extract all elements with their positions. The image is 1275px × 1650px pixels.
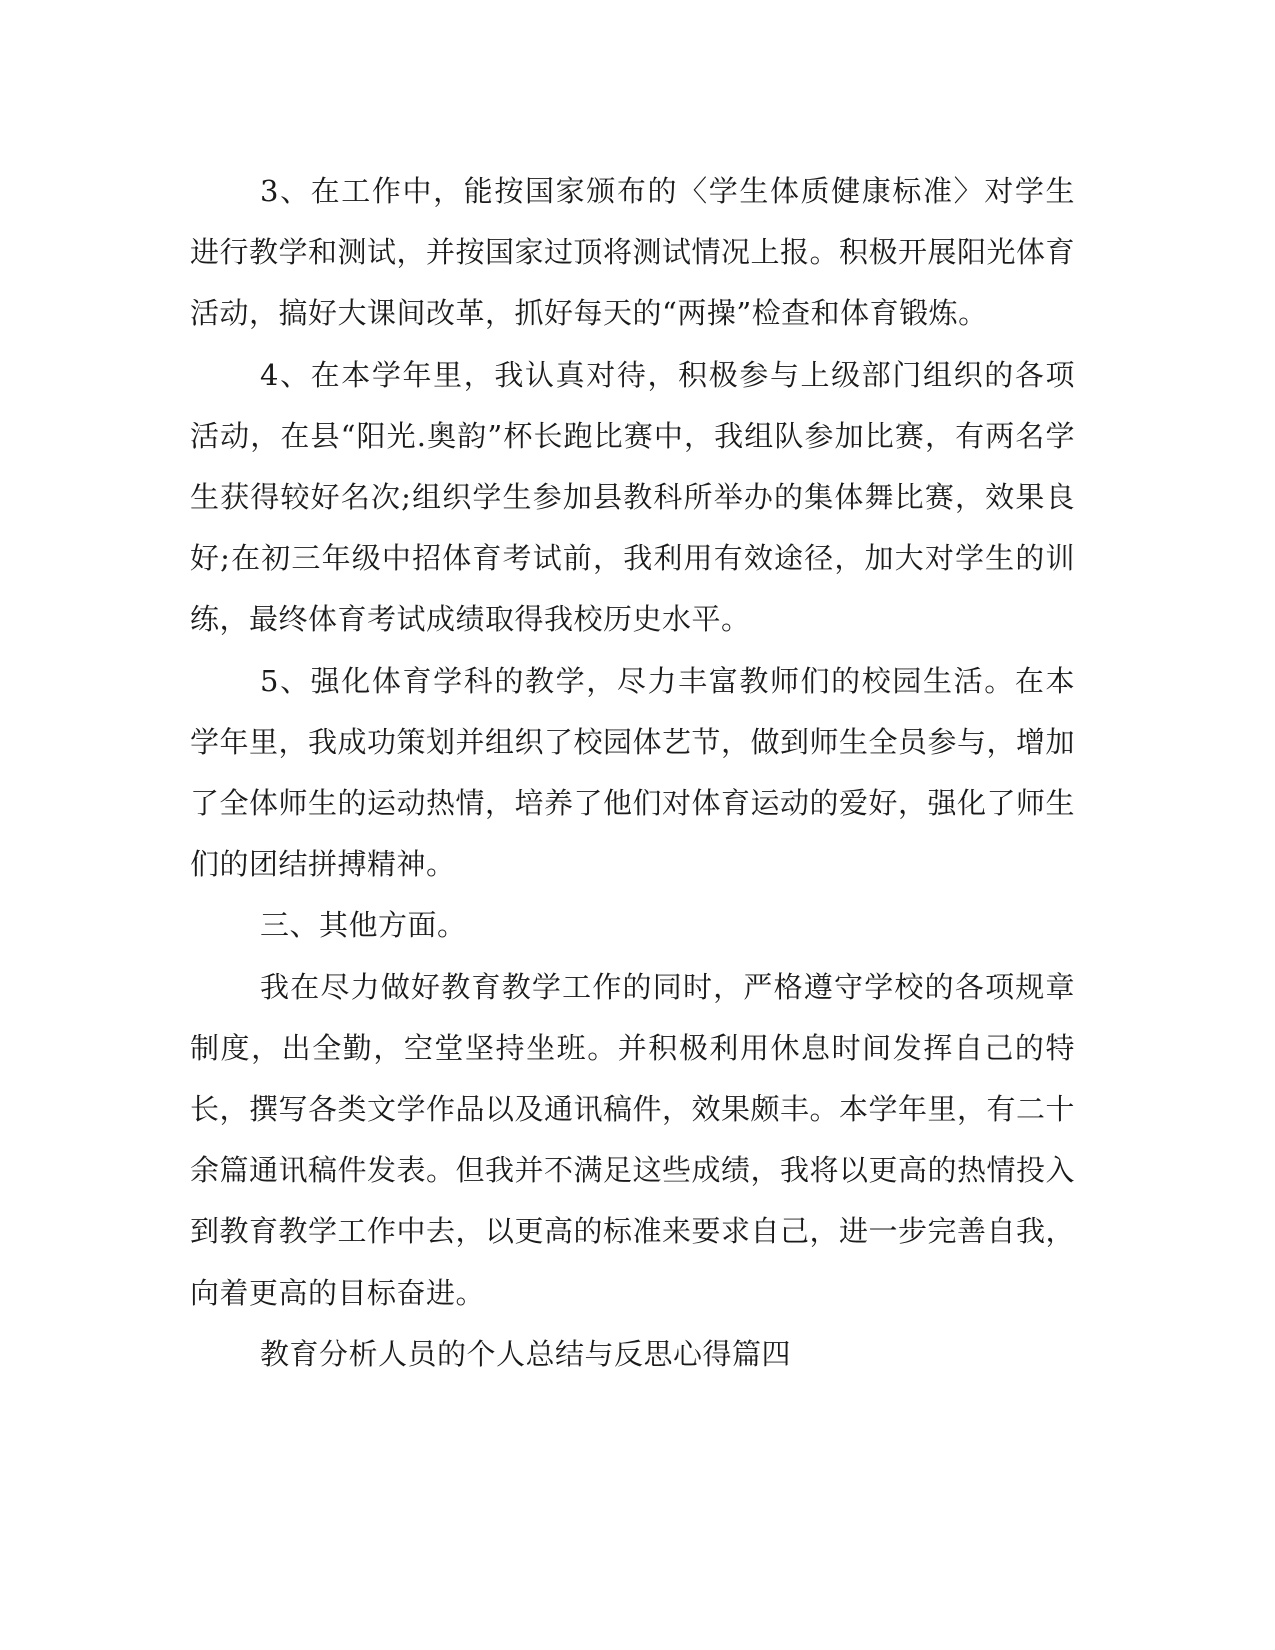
paragraph-item-5: 5、强化体育学科的教学，尽力丰富教师们的校园生活。在本学年里，我成功策划并组织了校园体艺节，做到师生全员参与，增加了全体师生的运动热情，培养了他们对体育运动的爱好，强化了师生们的团结拼搏精神。 <box>190 663 1076 882</box>
document-body <box>190 161 1075 1385</box>
section-heading-other: 三、其他方面。 <box>260 908 467 943</box>
chapter-title: 教育分析人员的个人总结与反思心得篇四 <box>260 1336 792 1371</box>
paragraph-other-aspects: 我在尽力做好教育教学工作的同时，严格遵守学校的各项规章制度，出全勤，空堂坚持坐班。并积极利用休息时间发挥自己的特长，撰写各类文学作品以及通讯稿件，效果颇丰。本学年里，有二十余篇通讯稿件发表。但我并不满足这些成绩，我将以更高的热情投入到教育教学工作中去，以更高的标准来要求自己，进一步完善自我，向着更高的目标奋进。 <box>190 969 1076 1310</box>
paragraph-item-4: 4、在本学年里，我认真对待，积极参与上级部门组织的各项活动，在县“阳光.奥韵”杯长跑比赛中，我组队参加比赛，有两名学生获得较好名次;组织学生参加县教科所举办的集体舞比赛，效果良好;在初三年级中招体育考试前，我利用有效途径，加大对学生的训练，最终体育考试成绩取得我校历史水平。 <box>190 357 1075 637</box>
paragraph-item-3: 3、在工作中，能按国家颁布的〈学生体质健康标准〉对学生进行教学和测试，并按国家过顶将测试情况上报。积极开展阳光体育活动，搞好大课间改革，抓好每天的“两操”检查和体育锻炼。 <box>190 174 1076 331</box>
